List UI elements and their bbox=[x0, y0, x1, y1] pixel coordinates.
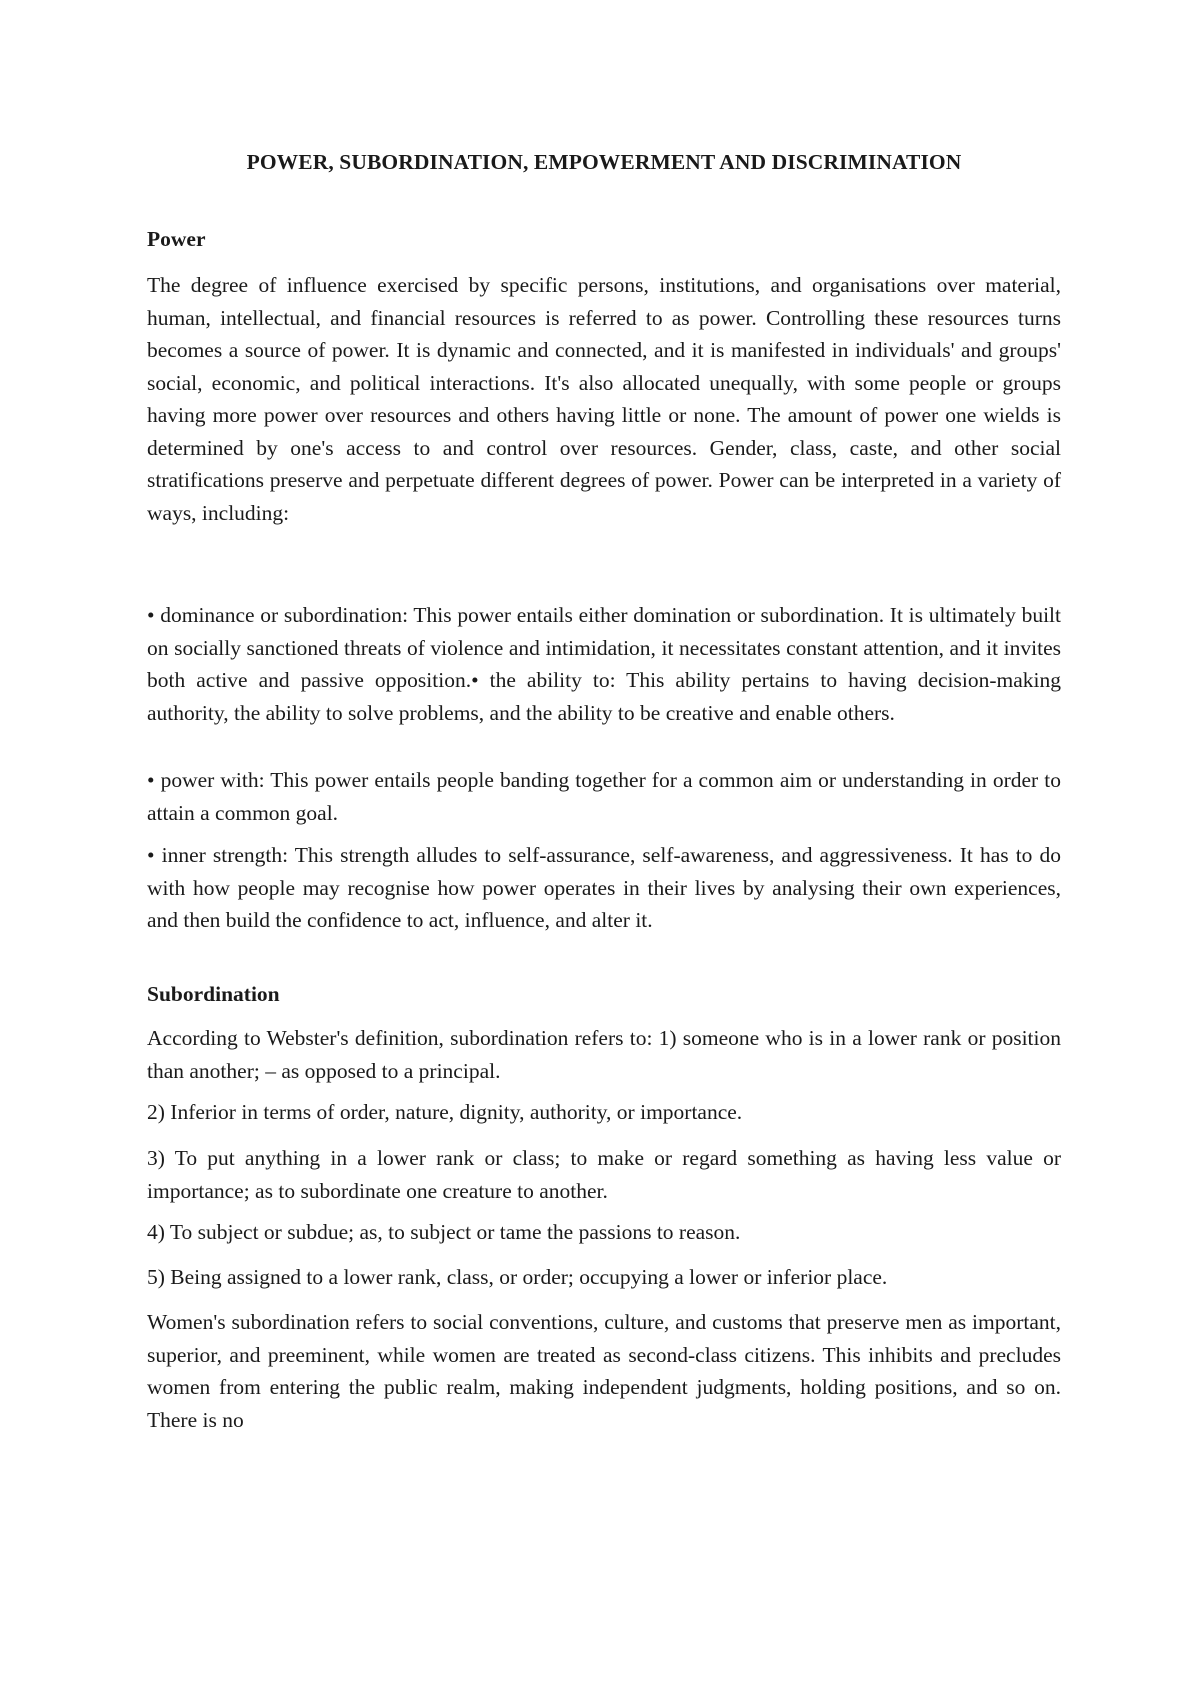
power-bullet-dominance: • dominance or subordination: This power entails either domination or subordination. It is ultimately built on socially sanctioned threats of violence and intimidation, it necessitates constant attention, and it invites both active and passive opposition.• the ability to: This ability pertains to having decision-making authority, the ability to solve problems, and the ability to be creative and enable others. bbox=[147, 603, 1061, 725]
document-page bbox=[147, 0, 1061, 1698]
subordination-definition-5: 5) Being assigned to a lower rank, class, or order; occupying a lower or inferior place. bbox=[147, 1265, 888, 1289]
section-heading-subordination: Subordination bbox=[147, 982, 280, 1006]
subordination-definition-2: 2) Inferior in terms of order, nature, dignity, authority, or importance. bbox=[147, 1100, 743, 1124]
subordination-definition-1: According to Webster's definition, subordination refers to: 1) someone who is in a lower rank or position than another; – as opposed to a principal. bbox=[147, 1026, 1061, 1083]
subordination-definition-3: 3) To put anything in a lower rank or class; to make or regard something as having less value or importance; as to subordinate one creature to another. bbox=[147, 1146, 1061, 1203]
womens-subordination-paragraph: Women's subordination refers to social conventions, culture, and customs that preserve men as important, superior, and preeminent, while women are treated as second-class citizens. This inhibits and precludes women from entering the public realm, making independent judgments, holding positions, and so on. There is no bbox=[147, 1310, 1061, 1432]
power-bullet-inner-strength: • inner strength: This strength alludes to self-assurance, self-awareness, and aggressiveness. It has to do with how people may recognise how power operates in their lives by analysing their own experiences, and then build the confidence to act, influence, and alter it. bbox=[147, 843, 1061, 932]
section-heading-power: Power bbox=[147, 227, 206, 251]
power-bullet-power-with: • power with: This power entails people banding together for a common aim or understanding in order to attain a common goal. bbox=[147, 768, 1061, 825]
document-title: POWER, SUBORDINATION, EMPOWERMENT AND DISCRIMINATION bbox=[246, 150, 962, 174]
subordination-definition-4: 4) To subject or subdue; as, to subject or tame the passions to reason. bbox=[147, 1220, 741, 1244]
power-intro-paragraph: The degree of influence exercised by specific persons, institutions, and organisations over material, human, intellectual, and financial resources is referred to as power. Controlling these resources turns becomes a source of power. It is dynamic and connected, and it is manifested in individuals' and groups' social, economic, and political interactions. It's also allocated unequally, with some people or groups having more power over resources and others having little or none. The amount of power one wields is determined by one's access to and control over resources. Gender, class, caste, and other social stratifications preserve and perpetuate different degrees of power. Power can be interpreted in a variety of ways, including: bbox=[147, 273, 1061, 525]
